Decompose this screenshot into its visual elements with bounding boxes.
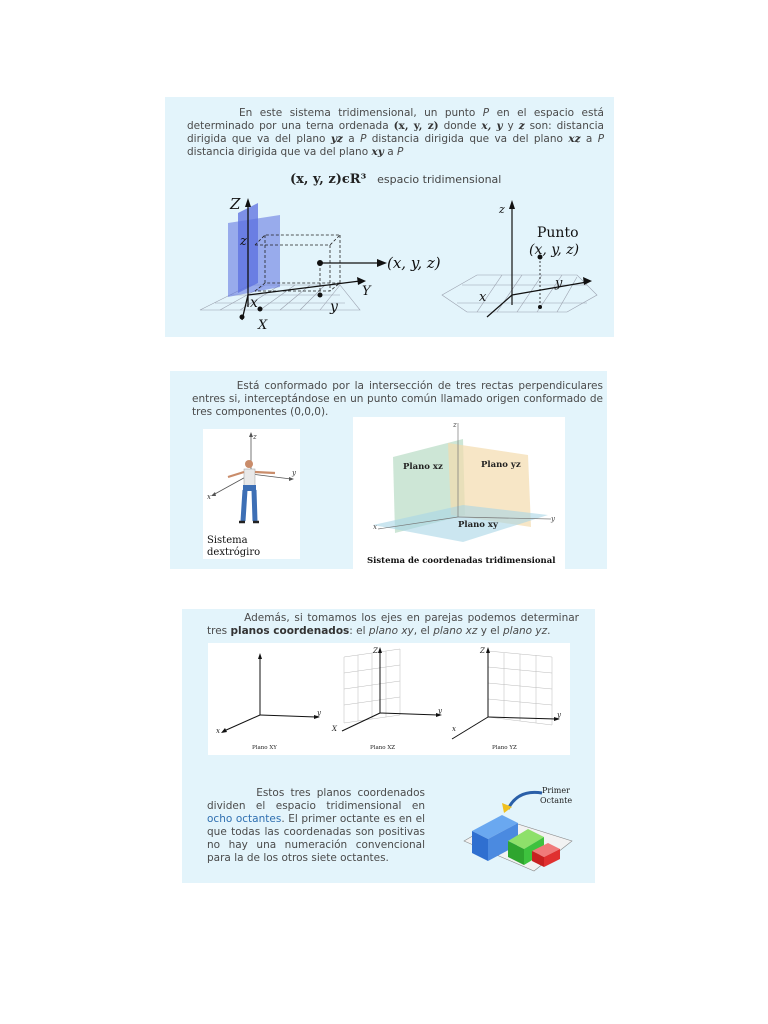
svg-text:Z: Z	[480, 647, 485, 655]
punto-label: Punto	[537, 225, 579, 241]
person-figure	[203, 429, 300, 559]
planes-figure	[353, 417, 565, 569]
person-axis-x: x	[207, 493, 211, 501]
planes-axis-y: y	[551, 515, 555, 523]
svg-text:Z: Z	[373, 647, 378, 655]
svg-text:y: y	[557, 711, 561, 719]
plano-xz-diagram	[331, 647, 443, 751]
label-plano-yz: Plano yz	[481, 460, 521, 470]
formula: (x, y, z)ϵR³ espacio tridimensional	[290, 172, 502, 187]
caption-sistema: Sistema	[207, 535, 248, 546]
axis-label-Z: Z	[230, 195, 241, 213]
coordinate-point-figure-left	[180, 195, 441, 335]
section1-paragraph: En este sistema tridimensional, un punto P en el espacio está determinado por una terna ordenada (x, y, z) donde x, y y z son: distancia dirigida que va del plano yz a P distancia dirigida que va del plano xz a P distancia dirigida que va del plano xy a P	[187, 107, 605, 158]
svg-text:y: y	[438, 707, 442, 715]
caption-plano-xz: Plano XZ	[370, 745, 396, 751]
octant-label-octante: Octante	[540, 796, 573, 805]
plano-xy-diagram	[216, 653, 322, 751]
axis-label-y-right: y	[555, 276, 563, 291]
planes-axis-x: x	[373, 523, 377, 531]
axis-label-x-right: x	[479, 290, 487, 305]
svg-text:x: x	[452, 725, 456, 733]
planes-axis-z: z	[453, 421, 457, 429]
axis-label-X: X	[258, 318, 268, 333]
punto-coords: (x, y, z)	[529, 242, 580, 258]
coordinate-point-figure-right	[437, 197, 607, 327]
octant-figure	[462, 779, 582, 879]
section-card-1	[165, 97, 614, 337]
axis-label-z: z	[240, 234, 247, 249]
label-plano-xz: Plano xz	[403, 462, 443, 472]
point-label: (x, y, z)	[387, 254, 441, 272]
octant-label-primer: Primer	[542, 786, 570, 795]
caption-plano-yz: Plano YZ	[492, 745, 517, 751]
axis-label-z-right: z	[499, 203, 505, 216]
section-card-3	[182, 609, 595, 883]
section2-paragraph: Está conformado por la intersección de tres rectas perpendiculares entres si, interceptándose en un punto común llamado origen conformado de tres componentes (0,0,0).	[192, 380, 603, 418]
label-plano-xy: Plano xy	[458, 520, 498, 530]
section3-paragraph-2: Estos tres planos coordenados dividen el espacio tridimensional en ocho octantes. El primer octante es en el que todas las coordenadas son positivas no hay una numeración convencional para la de los otros siete octantes.	[207, 787, 425, 864]
svg-text:x: x	[216, 727, 220, 735]
svg-text:y: y	[317, 709, 321, 717]
caption-dextrogiro: dextrógiro	[207, 547, 261, 558]
axis-label-Y: Y	[362, 284, 371, 299]
coordinate-planes-figure	[208, 643, 570, 755]
axis-label-y: y	[330, 299, 338, 315]
person-axis-y: y	[292, 469, 296, 477]
section-card-2	[170, 371, 607, 569]
svg-text:X: X	[332, 725, 337, 733]
plano-yz-diagram	[452, 647, 562, 751]
caption-sistema-coordenadas: Sistema de coordenadas tridimensional	[367, 556, 556, 566]
section3-paragraph-1: Además, si tomamos los ejes en parejas podemos determinar tres planos coordenados: el plano xy, el plano xz y el plano yz.	[207, 612, 580, 637]
caption-plano-xy: Plano XY	[252, 745, 277, 751]
person-axis-z: z	[253, 433, 257, 441]
ocho-octantes-link: ocho octantes	[207, 813, 282, 825]
axis-label-x: x	[250, 295, 258, 311]
